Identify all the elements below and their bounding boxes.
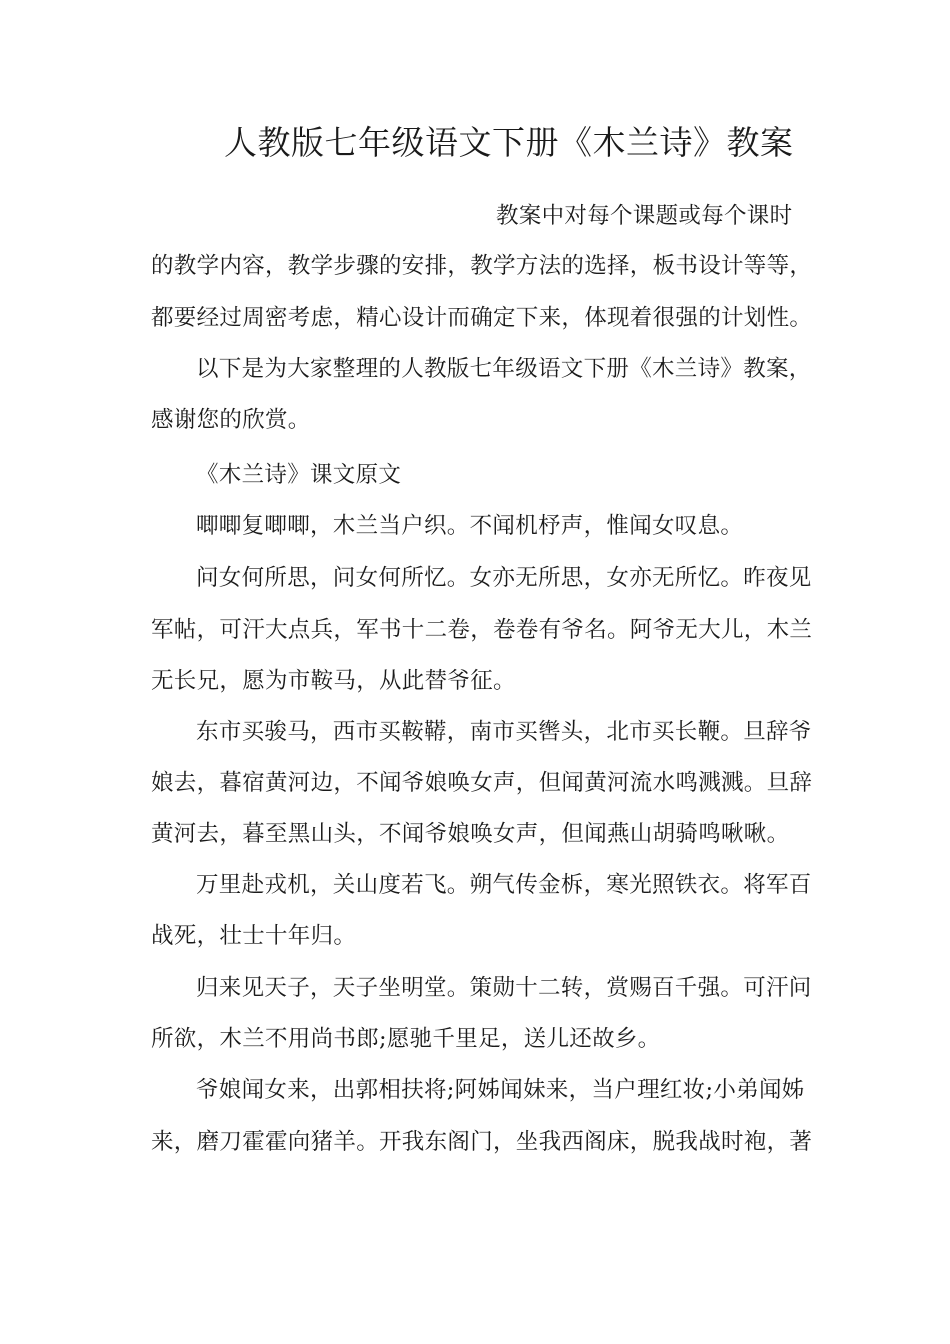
poem-line: 问女何所思，问女何所忆。女亦无所思，女亦无所忆。昨夜见 xyxy=(196,565,812,591)
poem-line: 军帖，可汗大点兵，军书十二卷，卷卷有爷名。阿爷无大儿，木兰 xyxy=(151,617,813,643)
intro-line: 以下是为大家整理的人教版七年级语文下册《木兰诗》教案， xyxy=(196,356,812,382)
poem-line: 东市买骏马，西市买鞍鞯，南市买辔头，北市买长鞭。旦辞爷 xyxy=(196,719,812,745)
intro-line: 都要经过周密考虑，精心设计而确定下来，体现着很强的计划性。 xyxy=(151,305,813,331)
section-heading: 《木兰诗》课文原文 xyxy=(196,462,402,488)
poem-line: 万里赴戎机，关山度若飞。朔气传金柝，寒光照铁衣。将军百 xyxy=(196,872,812,898)
poem-line: 战死，壮士十年归。 xyxy=(151,923,357,949)
poem-line: 唧唧复唧唧，木兰当户织。不闻机杼声，惟闻女叹息。 xyxy=(196,513,744,539)
intro-line: 教案中对每个课题或每个课时 xyxy=(496,203,793,229)
poem-line: 爷娘闻女来，出郭相扶将;阿姊闻妹来，当户理红妆;小弟闻姊 xyxy=(196,1077,805,1103)
poem-line: 来，磨刀霍霍向猪羊。开我东阁门，坐我西阁床，脱我战时袍，著 xyxy=(151,1129,813,1155)
poem-line: 所欲，木兰不用尚书郎;愿驰千里足，送儿还故乡。 xyxy=(151,1026,661,1052)
document-title: 人教版七年级语文下册《木兰诗》教案 xyxy=(224,123,794,162)
poem-line: 黄河去，暮至黑山头，不闻爷娘唤女声，但闻燕山胡骑鸣啾啾。 xyxy=(151,821,790,847)
poem-line: 归来见天子，天子坐明堂。策勋十二转，赏赐百千强。可汗问 xyxy=(196,975,812,1001)
poem-line: 无长兄，愿为市鞍马，从此替爷征。 xyxy=(151,668,516,694)
intro-line: 的教学内容，教学步骤的安排，教学方法的选择，板书设计等等， xyxy=(151,253,813,279)
intro-line: 感谢您的欣赏。 xyxy=(151,407,311,433)
poem-line: 娘去，暮宿黄河边，不闻爷娘唤女声，但闻黄河流水鸣溅溅。旦辞 xyxy=(151,770,813,796)
